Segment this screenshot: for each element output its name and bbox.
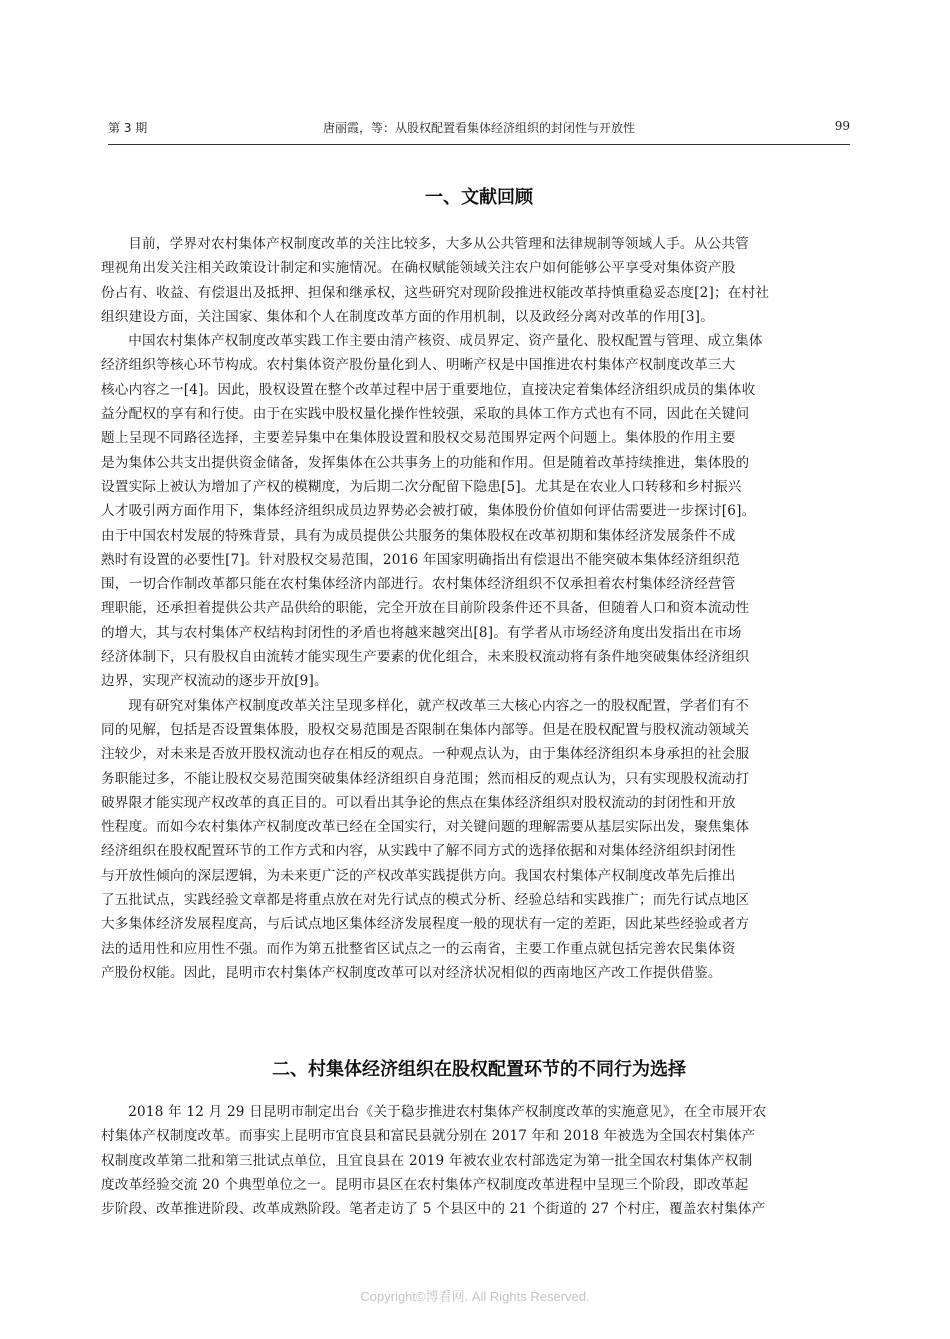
running-header [108, 118, 850, 145]
section-title-behavior-choices: 二、村集体经济组织在股权配置环节的不同行为选择 [272, 1059, 686, 1080]
paragraph: 目前，学界对农村集体产权制度改革的关注比较多，大多从公共管理和法律规制等领域人手。从公共管 理视角出发关注相关政策设计制定和实施情况。在确权赋能领域关注农户如何能够公平享受对集体资产股 份占有、收益、有偿退出及抵押、担保和继承权，这些研究对现阶段推进权能改革持慎重稳妥态度[2]；在村社 组织建设方面，关注国家、集体和个人在制度改革方面的作用机制，以及政经分离对改革的作用[3]。 [101, 236, 770, 325]
issue-number: 第 3 期 [108, 121, 148, 135]
section-body-literature-review [101, 232, 850, 985]
section-title-literature-review: 一、文献回顾 [425, 187, 533, 208]
page-number: 99 [834, 119, 850, 133]
running-title: 唐丽霞，等：从股权配置看集体经济组织的封闭性与开放性 [322, 121, 635, 135]
copyright-footer: Copyright©博看网. All Rights Reserved. [360, 1289, 590, 1304]
paragraph: 现有研究对集体产权制度改革关注呈现多样化，就产权改革三大核心内容之一的股权配置，学者们有不 同的见解，包括是否设置集体股，股权交易范围是否限制在集体内部等。但是在股权配置与股权流动领域关 注较少，对未来是否放开股权流动也存在相反的观点。一种观点认为，由于集体经济组织本身承担的社会服 务职能过多，不能让股权交易范围突破集体经济组织自身范围；然而相反的观点认为，只有实现股权流动打 破界限才能实现产权改革的真正目的。可以看出其争论的焦点在集体经济组织对股权流动的封闭性和开放 性程度。而如今农村集体产权制度改革已经在全国实行，对关键问题的理解需要从基层实际出发，聚焦集体 经济组织在股权配置环节的工作方式和内容，从实践中了解不同方式的选择依据和对集体经济组织封闭性 与开放性倾向的深层逻辑，为未来更广泛的产权改革实践提供方向。我国农村集体产权制度改革先后推出 了五批试点，实践经验文章都是将重点放在对先行试点的模式分析、经验总结和实践推广；而先行试点地区 大多集体经济发展程度高，与后试点地区集体经济发展程度一般的现状有一定的差距，因此某些经验或者方 法的适用性和应用性不强。而作为第五批整省区试点之一的云南省，主要工作重点就包括完善农民集体资 产股份权能。因此，昆明市农村集体产权制度改革可以对经济状况相似的西南地区产改工作提供借鉴。 [101, 697, 750, 981]
section-body-behavior-choices [101, 1100, 850, 1221]
paragraph: 2018 年 12 月 29 日昆明市制定出台《关于稳步推进农村集体产权制度改革的实施意见》，在全市展开农 村集体产权制度改革。而事实上昆明市宜良县和富民县就分别在 2017 年和 2018 年被选为全国农村集体产 权制度改革第二批和第三批试点单位，且宜良县在 2019 年被农业农村部选定为第一批全国农村集体产权制 度改革经验交流 20 个典型单位之一。昆明市县区在农村集体产权制度改革进程中呈现三个阶段，即改革起 步阶段、改革推进阶段、改革成熟阶段。笔者走访了 5 个县区中的 21 个街道的 27 个村庄，覆盖农村集体产 [101, 1104, 767, 1218]
paragraph: 中国农村集体产权制度改革实践工作主要由清产核资、成员界定、资产量化、股权配置与管理、成立集体 经济组织等核心环节构成。农村集体资产股份量化到人、明晰产权是中国推进农村集体产权制度改革三大 核心内容之一[4]。因此，股权设置在整个改革过程中居于重要地位，直接决定着集体经济组织成员的集体收 益分配权的享有和行使。由于在实践中股权量化操作性较强，采取的具体工作方式也有不同，因此在关键问 题上呈现不同路径选择，主要差异集中在集体股设置和股权交易范围界定两个问题上。集体股的作用主要 是为集体公共支出提供资金储备，发挥集体在公共事务上的功能和作用。但是随着改革持续推进，集体股的 设置实际上被认为增加了产权的模糊度，为后期二次分配留下隐患[5]。尤其是在农业人口转移和乡村振兴 人才吸引两方面作用下，集体经济组织成员边界势必会被打破，集体股份价值如何评估需要进一步探讨[6]。 由于中国农村发展的特殊背景，具有为成员提供公共服务的集体股权在改革初期和集体经济发展条件不成 熟时有设置的必要性[7]。针对股权交易范围，2016 年国家明确指出有偿退出不能突破本集体经济组织范 围，一切合作制改革都只能在农村集体经济内部进行。农村集体经济组织不仅承担着农村集体经济经营管 理职能，还承担着提供公共产品供给的职能，完全开放在目前阶段条件还不具备，但随着人口和资本流动性 的增大，其与农村集体产权结构封闭性的矛盾也将越来越突出[8]。有学者从市场经济角度出发指出在市场 经济体制下，只有股权自由流转才能实现生产要素的优化组合，未来股权流动将有条件地突破集体经济组织 边界，实现产权流动的逐步开放[9]。 [101, 333, 763, 690]
